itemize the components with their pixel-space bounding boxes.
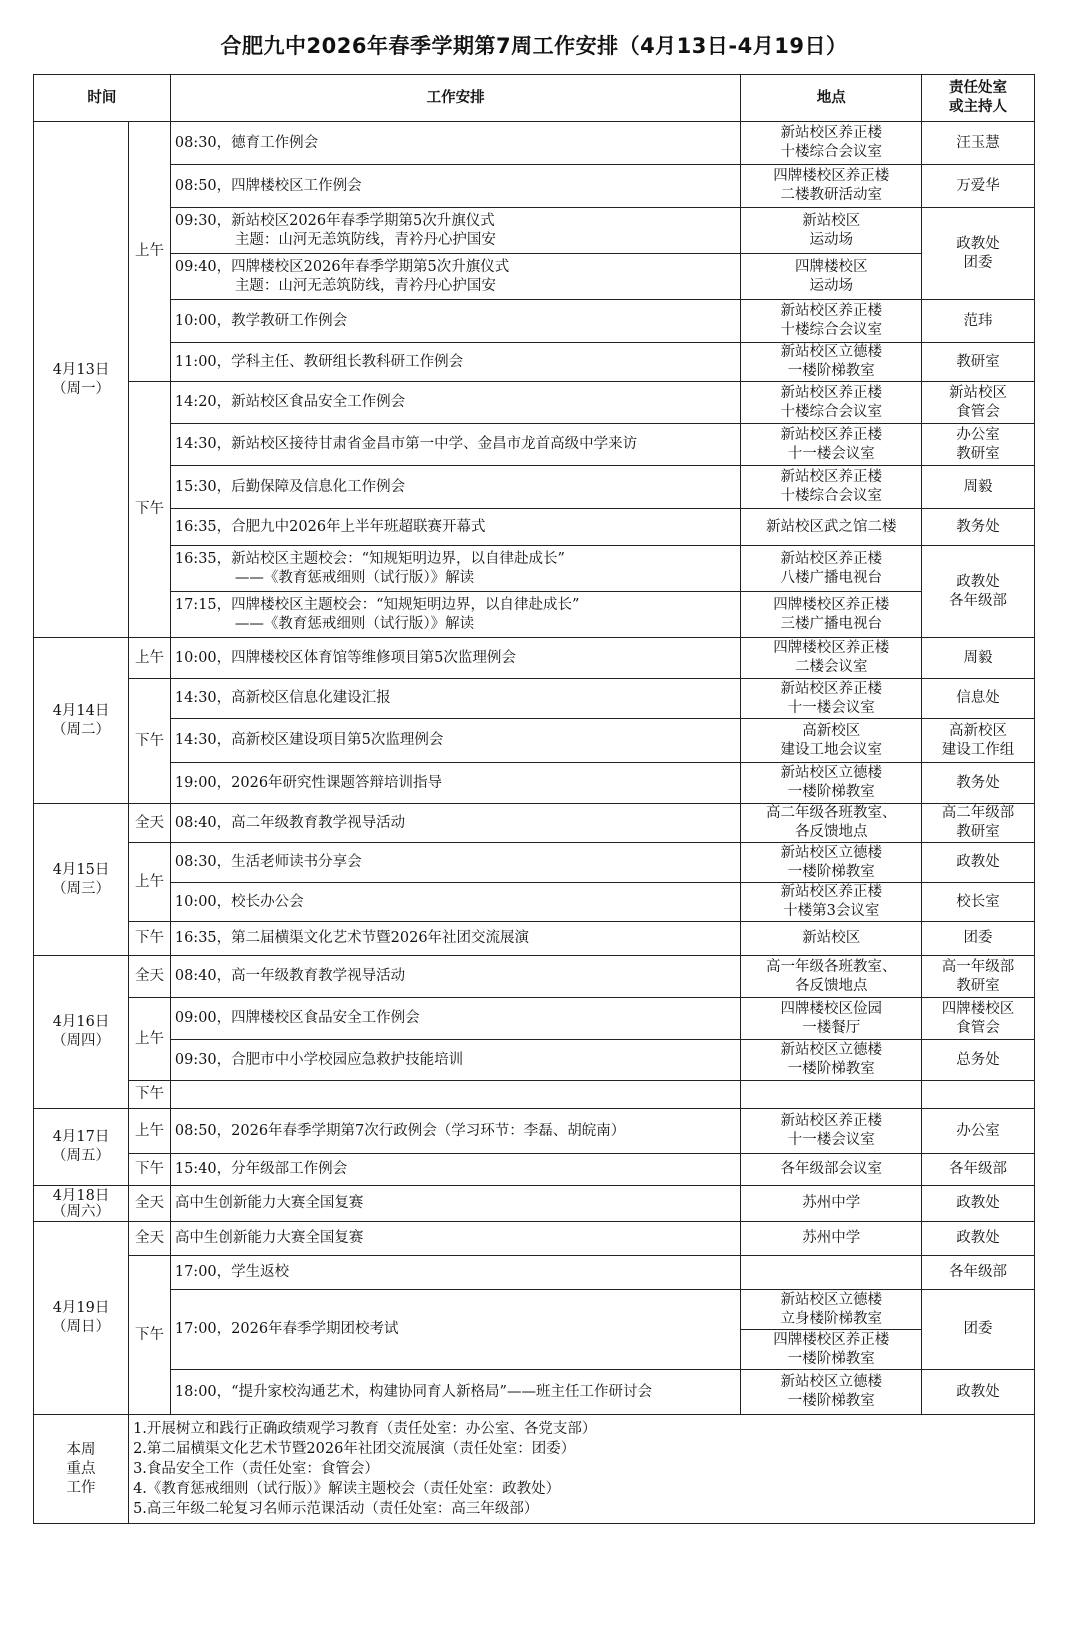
day-cell-wed: 4月15日 （周三） [34, 804, 129, 956]
place-cell [741, 1256, 922, 1290]
day-cell-sat: 4月18日 （周六） [34, 1186, 129, 1222]
work-cell: 17:00，学生返校 [170, 1256, 741, 1290]
place-cell: 四牌楼校区养正楼 二楼教研活动室 [741, 165, 922, 208]
place-cell: 新站校区立德楼 一楼阶梯教室 [741, 763, 922, 804]
owner-cell: 总务处 [922, 1040, 1035, 1081]
owner-cell: 办公室 教研室 [922, 424, 1035, 466]
work-cell: 14:30，新站校区接待甘肃省金昌市第一中学、金昌市龙首高级中学来访 [170, 424, 741, 466]
focus-item: 5.高三年级二轮复习名师示范课活动（责任处室：高三年级部） [133, 1501, 539, 1517]
place-cell: 四牌楼校区 运动场 [741, 254, 922, 300]
work-cell: 08:30，生活老师读书分享会 [170, 843, 741, 883]
work-cell: 14:30，高新校区建设项目第5次监理例会 [170, 719, 741, 763]
table-row [34, 165, 1035, 208]
place-cell: 新站校区养正楼 十楼综合会议室 [741, 122, 922, 165]
owner-cell: 团委 [922, 1290, 1035, 1370]
period-cell: 下午 [129, 382, 171, 638]
table-row [34, 122, 1035, 165]
place-cell: 新站校区立德楼 一楼阶梯教室 [741, 343, 922, 382]
table-row [34, 300, 1035, 343]
work-cell: 19:00，2026年研究性课题答辩培训指导 [170, 763, 741, 804]
place-cell: 四牌楼校区养正楼 三楼广播电视台 [741, 592, 922, 638]
place-cell: 高新校区 建设工地会议室 [741, 719, 922, 763]
table-row [34, 922, 1035, 956]
table-row [34, 254, 1035, 300]
owner-cell: 新站校区 食管会 [922, 382, 1035, 424]
work-cell: 14:20，新站校区食品安全工作例会 [170, 382, 741, 424]
work-cell: 15:40，分年级部工作例会 [170, 1154, 741, 1186]
owner-cell: 周毅 [922, 638, 1035, 679]
period-cell: 上午 [129, 843, 171, 922]
period-cell: 全天 [129, 804, 171, 843]
table-row [34, 1186, 1035, 1222]
table-row [34, 424, 1035, 466]
place-cell: 四牌楼校区养正楼 二楼会议室 [741, 638, 922, 679]
table-row [34, 343, 1035, 382]
owner-cell: 政教处 [922, 1186, 1035, 1222]
place-cell: 新站校区 运动场 [741, 208, 922, 254]
table-row [34, 1370, 1035, 1415]
owner-cell: 高新校区 建设工作组 [922, 719, 1035, 763]
work-cell: 高中生创新能力大赛全国复赛 [170, 1186, 741, 1222]
work-cell: 16:35，合肥九中2026年上半年班超联赛开幕式 [170, 509, 741, 546]
table-row [34, 804, 1035, 843]
header-place: 地点 [741, 75, 922, 122]
header-owner: 责任处室 或主持人 [922, 75, 1035, 122]
place-cell: 高一年级各班教室、 各反馈地点 [741, 956, 922, 998]
table-row [34, 592, 1035, 638]
owner-cell: 范玮 [922, 300, 1035, 343]
place-cell: 新站校区立德楼 一楼阶梯教室 [741, 1370, 922, 1415]
period-cell: 下午 [129, 1256, 171, 1415]
table-row [34, 638, 1035, 679]
day-cell-sun: 4月19日 （周日） [34, 1222, 129, 1415]
period-cell: 下午 [129, 1154, 171, 1186]
place-cell: 新站校区养正楼 十一楼会议室 [741, 1109, 922, 1154]
owner-cell: 校长室 [922, 883, 1035, 922]
work-cell: 10:00，四牌楼校区体育馆等维修项目第5次监理例会 [170, 638, 741, 679]
work-cell: 09:30，新站校区2026年春季学期第5次升旗仪式 主题：山河无恙筑防线，青衿丹心护国安 [170, 208, 741, 254]
owner-cell: 周毅 [922, 466, 1035, 509]
table-row [34, 1109, 1035, 1154]
focus-row [34, 1415, 1035, 1524]
table-row [34, 1222, 1035, 1256]
period-cell: 下午 [129, 679, 171, 804]
period-cell: 全天 [129, 1222, 171, 1256]
period-cell: 上午 [129, 998, 171, 1081]
owner-cell: 各年级部 [922, 1256, 1035, 1290]
place-cell: 新站校区立德楼 立身楼阶梯教室 [741, 1290, 922, 1330]
work-cell: 11:00，学科主任、教研组长教科研工作例会 [170, 343, 741, 382]
work-cell: 09:30，合肥市中小学校园应急救护技能培训 [170, 1040, 741, 1081]
period-cell: 下午 [129, 1081, 171, 1109]
owner-cell: 高一年级部 教研室 [922, 956, 1035, 998]
work-cell: 16:35，第二届横渠文化艺术节暨2026年社团交流展演 [170, 922, 741, 956]
owner-cell: 政教处 [922, 843, 1035, 883]
work-cell: 09:00，四牌楼校区食品安全工作例会 [170, 998, 741, 1040]
work-cell: 08:30，德育工作例会 [170, 122, 741, 165]
owner-cell: 教研室 [922, 343, 1035, 382]
owner-cell: 各年级部 [922, 1154, 1035, 1186]
owner-cell: 办公室 [922, 1109, 1035, 1154]
header-time: 时间 [34, 75, 171, 122]
table-row [34, 509, 1035, 546]
work-cell: 09:40，四牌楼校区2026年春季学期第5次升旗仪式 主题：山河无恙筑防线，青衿丹心护国安 [170, 254, 741, 300]
day-cell-tue: 4月14日 （周二） [34, 638, 129, 804]
table-row [34, 546, 1035, 592]
table-row [34, 382, 1035, 424]
place-cell: 苏州中学 [741, 1186, 922, 1222]
table-row [34, 956, 1035, 998]
day-cell-mon: 4月13日 （周一） [34, 122, 129, 638]
table-row [34, 998, 1035, 1040]
work-cell: 18:00，“提升家校沟通艺术，构建协同育人新格局”——班主任工作研讨会 [170, 1370, 741, 1415]
table-row [34, 843, 1035, 883]
page-title: 合肥九中2026年春季学期第7周工作安排（4月13日-4月19日） [220, 34, 848, 58]
schedule-table [33, 74, 1035, 1524]
period-cell: 上午 [129, 638, 171, 679]
place-cell: 新站校区养正楼 十楼综合会议室 [741, 382, 922, 424]
table-row [34, 1154, 1035, 1186]
work-cell: 08:50，四牌楼校区工作例会 [170, 165, 741, 208]
table-row [34, 719, 1035, 763]
work-cell: 14:30，高新校区信息化建设汇报 [170, 679, 741, 719]
work-cell: 08:40，高一年级教育教学视导活动 [170, 956, 741, 998]
work-cell: 10:00，校长办公会 [170, 883, 741, 922]
place-cell: 各年级部会议室 [741, 1154, 922, 1186]
place-cell: 新站校区 [741, 922, 922, 956]
focus-item: 1.开展树立和践行正确政绩观学习教育（责任处室：办公室、各党支部） [133, 1421, 597, 1437]
period-cell: 全天 [129, 956, 171, 998]
table-row [34, 1081, 1035, 1109]
table-row [34, 883, 1035, 922]
focus-item: 2.第二届横渠文化艺术节暨2026年社团交流展演（责任处室：团委） [133, 1441, 576, 1457]
work-cell: 08:40，高二年级教育教学视导活动 [170, 804, 741, 843]
owner-cell: 信息处 [922, 679, 1035, 719]
place-cell: 四牌楼校区养正楼 一楼阶梯教室 [741, 1330, 922, 1370]
owner-cell: 高二年级部 教研室 [922, 804, 1035, 843]
place-cell: 四牌楼校区俭园 一楼餐厅 [741, 998, 922, 1040]
place-cell: 高二年级各班教室、 各反馈地点 [741, 804, 922, 843]
place-cell: 新站校区养正楼 十一楼会议室 [741, 424, 922, 466]
table-row [34, 679, 1035, 719]
period-cell: 全天 [129, 1186, 171, 1222]
header-work: 工作安排 [170, 75, 741, 122]
table-row [34, 208, 1035, 254]
work-cell: 08:50，2026年春季学期第7次行政例会（学习环节：李磊、胡皖南） [170, 1109, 741, 1154]
work-cell: 17:15，四牌楼校区主题校会：“知规矩明边界，以自律赴成长” ——《教育惩戒细则（试行版）》解读 [170, 592, 741, 638]
place-cell: 新站校区养正楼 十楼第3会议室 [741, 883, 922, 922]
place-cell: 新站校区养正楼 八楼广播电视台 [741, 546, 922, 592]
place-cell: 新站校区养正楼 十楼综合会议室 [741, 466, 922, 509]
place-cell: 新站校区立德楼 一楼阶梯教室 [741, 1040, 922, 1081]
work-cell: 高中生创新能力大赛全国复赛 [170, 1222, 741, 1256]
place-cell: 苏州中学 [741, 1222, 922, 1256]
day-cell-thu: 4月16日 （周四） [34, 956, 129, 1109]
owner-cell: 教务处 [922, 763, 1035, 804]
owner-cell: 汪玉慧 [922, 122, 1035, 165]
period-cell: 下午 [129, 922, 171, 956]
focus-item: 3.食品安全工作（责任处室：食管会） [133, 1461, 379, 1477]
owner-cell: 教务处 [922, 509, 1035, 546]
place-cell: 新站校区养正楼 十楼综合会议室 [741, 300, 922, 343]
owner-cell: 团委 [922, 922, 1035, 956]
day-cell-fri: 4月17日 （周五） [34, 1109, 129, 1186]
place-cell: 新站校区武之馆二楼 [741, 509, 922, 546]
owner-cell: 万爱华 [922, 165, 1035, 208]
focus-item: 4.《教育惩戒细则（试行版）》解读主题校会（责任处室：政教处） [133, 1481, 561, 1497]
period-cell: 上午 [129, 1109, 171, 1154]
table-row [34, 1040, 1035, 1081]
place-cell: 新站校区立德楼 一楼阶梯教室 [741, 843, 922, 883]
owner-cell: 政教处 [922, 1370, 1035, 1415]
period-cell: 上午 [129, 122, 171, 382]
work-cell: 16:35，新站校区主题校会：“知规矩明边界，以自律赴成长” ——《教育惩戒细则（试行版）》解读 [170, 546, 741, 592]
table-header-row [34, 75, 1035, 122]
place-cell [741, 1081, 922, 1109]
owner-cell: 政教处 [922, 1222, 1035, 1256]
table-row [34, 763, 1035, 804]
work-cell: 10:00，教学教研工作例会 [170, 300, 741, 343]
work-cell: 15:30，后勤保障及信息化工作例会 [170, 466, 741, 509]
table-row [34, 466, 1035, 509]
table-row [34, 1290, 1035, 1330]
owner-cell: 政教处 各年级部 [922, 546, 1035, 638]
table-row [34, 1256, 1035, 1290]
owner-cell [922, 1081, 1035, 1109]
focus-list [129, 1415, 1035, 1524]
focus-label: 本周 重点 工作 [34, 1415, 129, 1524]
owner-cell: 政教处 团委 [922, 208, 1035, 300]
place-cell: 新站校区养正楼 十一楼会议室 [741, 679, 922, 719]
owner-cell: 四牌楼校区 食管会 [922, 998, 1035, 1040]
work-cell: 17:00，2026年春季学期团校考试 [170, 1290, 741, 1370]
work-cell [170, 1081, 741, 1109]
